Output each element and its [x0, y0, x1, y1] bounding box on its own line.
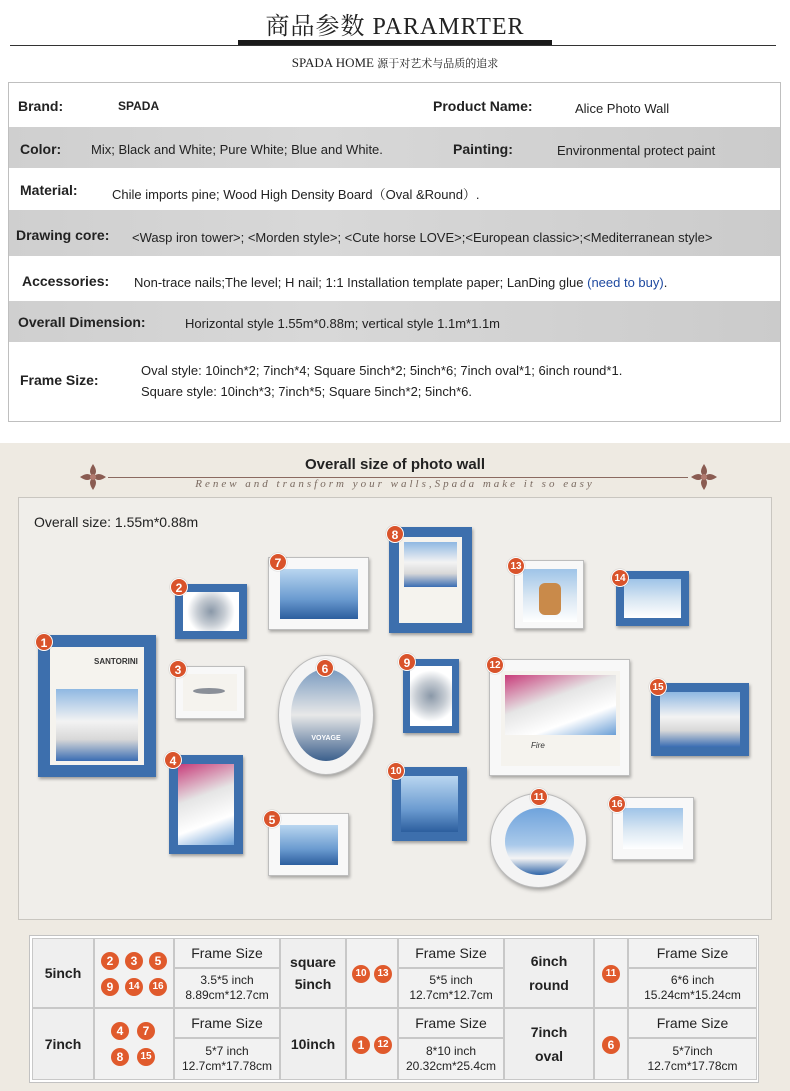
frame-5-picture [280, 825, 338, 865]
frame-8-picture [399, 537, 462, 623]
param-row-accessories [9, 256, 780, 301]
size-badge: 3 [125, 952, 143, 970]
size-badge: 9 [101, 978, 119, 996]
size-6inch-round-label-1: 6inch [530, 953, 568, 969]
frame-badge-4: 4 [164, 751, 182, 769]
frame-12 [489, 659, 630, 776]
size-7inch-cm: 12.7cm*17.78cm [181, 1059, 273, 1073]
size-badge: 16 [149, 978, 167, 996]
frame-size-table [29, 935, 759, 1083]
vase-icon [539, 583, 561, 615]
size-5inch-frames [94, 938, 174, 1008]
brand-value: SPADA [118, 99, 160, 113]
size-badge: 8 [111, 1048, 129, 1066]
size-7inch-oval-label [504, 1008, 594, 1080]
frame-badge-6: 6 [316, 659, 334, 677]
overall-dimension-value: Horizontal style 1.55m*0.88m; vertical style 1.1m*1.1m [185, 316, 501, 331]
size-7inch-oval-label-1: 7inch [530, 1024, 568, 1040]
photo-wall-tagline: Renew and transform your walls,Spada make it so easy [195, 478, 595, 490]
size-badge: 13 [374, 965, 392, 983]
frame-8 [389, 527, 472, 633]
frame-9-picture [410, 666, 452, 726]
frame-badge-9: 9 [398, 653, 416, 671]
frame-badge-16: 16 [608, 795, 626, 813]
size-7inch-label: 7inch [32, 1008, 94, 1080]
size-10inch-frames [346, 1008, 398, 1080]
size-6inch-round-label [504, 938, 594, 1008]
frame-badge-13: 13 [507, 557, 525, 575]
frame-11-picture [505, 808, 574, 875]
frame-11-round [490, 793, 587, 888]
size-square-5inch-cm: 12.7cm*12.7cm [409, 988, 493, 1002]
size-badge: 7 [137, 1022, 155, 1040]
size-10inch-inch: 8*10 inch [425, 1044, 477, 1058]
frame-15-picture [660, 692, 740, 747]
size-badge: 2 [101, 952, 119, 970]
frame-badge-5: 5 [263, 810, 281, 828]
size-6inch-round-value [628, 968, 757, 1008]
frame-12-photo [505, 675, 616, 735]
size-6inch-round-frames [594, 938, 628, 1008]
size-square-5inch-frames [346, 938, 398, 1008]
frame-size-header: Frame Size [398, 1008, 504, 1038]
size-5inch-label: 5inch [32, 938, 94, 1008]
accessories-end: . [663, 275, 668, 290]
frame-badge-11: 11 [530, 788, 548, 806]
frame-size-header: Frame Size [174, 938, 280, 968]
frame-6-picture [291, 669, 361, 761]
painting-value: Environmental protect paint [557, 143, 716, 158]
size-badge: 6 [602, 1036, 620, 1054]
shark-icon [193, 688, 225, 694]
size-square-5inch-label-1: square [290, 954, 336, 970]
drawing-core-value: <Wasp iron tower>; <Morden style>; <Cute horse LOVE>;<European classic>;<Mediterranean style> [132, 230, 713, 245]
size-7inch-value [174, 1038, 280, 1080]
frame-size-value-1: Oval style: 10inch*2; 7inch*4; Square 5inch*2; 5inch*6; 7inch oval*1; 6inch round*1. [141, 363, 623, 378]
overall-dimension-label: Overall Dimension: [18, 314, 146, 330]
frame-9 [403, 659, 459, 733]
header [0, 0, 790, 80]
size-badge: 14 [125, 978, 143, 996]
frame-15 [651, 683, 749, 756]
frame-badge-7: 7 [269, 553, 287, 571]
frame-6-caption: VOYAGE [311, 735, 341, 742]
frame-badge-12: 12 [486, 656, 504, 674]
param-row-brand [9, 83, 780, 127]
subtitle-slogan: 源于对艺术与品质的追求 [377, 57, 499, 70]
parameter-table [8, 82, 781, 422]
size-badge: 4 [111, 1022, 129, 1040]
param-row-frame-size [9, 342, 780, 421]
frame-badge-14: 14 [611, 569, 629, 587]
frame-12-caption: Fire [531, 741, 545, 750]
accessories-note: (need to buy) [587, 275, 664, 290]
frame-size-header: Frame Size [628, 938, 757, 968]
frame-8-photo [404, 542, 457, 587]
frame-badge-15: 15 [649, 678, 667, 696]
frame-1-caption: SANTORINI [94, 657, 138, 666]
frame-size-label: Frame Size: [20, 372, 99, 388]
drawing-core-label: Drawing core: [16, 227, 110, 243]
param-row-color [9, 127, 780, 168]
param-row-drawing [9, 210, 780, 256]
size-square-5inch-label [280, 938, 346, 1008]
size-7inch-oval-label-2: oval [534, 1048, 563, 1064]
frame-14-picture [624, 579, 681, 618]
frame-10-picture [401, 776, 458, 832]
size-badge: 5 [149, 952, 167, 970]
size-badge: 1 [352, 1036, 370, 1054]
color-label: Color: [20, 141, 62, 157]
param-row-material [9, 168, 780, 210]
accessories-label: Accessories: [22, 273, 110, 289]
overall-size-label: Overall size: 1.55m*0.88m [34, 514, 199, 530]
frame-2-picture [183, 592, 239, 631]
frame-16-picture [623, 808, 683, 849]
frame-1-picture [50, 647, 144, 765]
frame-badge-1: 1 [35, 633, 53, 651]
page-subtitle [0, 55, 790, 71]
photo-wall-title: Overall size of photo wall [304, 456, 486, 473]
material-value: Chile imports pine; Wood High Density Board（Oval &Round）. [112, 187, 480, 202]
size-6inch-round-inch: 6*6 inch [670, 973, 715, 987]
size-10inch-label: 10inch [280, 1008, 346, 1080]
frame-badge-3: 3 [169, 660, 187, 678]
size-7inch-inch: 5*7 inch [205, 1044, 249, 1058]
subtitle-brand: SPADA HOME [291, 55, 374, 70]
size-6inch-round-cm: 15.24cm*15.24cm [644, 988, 741, 1002]
frame-10 [392, 767, 467, 841]
frame-size-header: Frame Size [628, 1008, 757, 1038]
frame-12-picture [501, 671, 620, 766]
painting-label: Painting: [453, 141, 513, 157]
material-label: Material: [20, 182, 78, 198]
frame-4 [169, 755, 243, 854]
size-5inch-inch: 3.5*5 inch [200, 973, 254, 987]
size-10inch-cm: 20.32cm*25.4cm [405, 1059, 497, 1073]
size-7inch-oval-frames [594, 1008, 628, 1080]
size-7inch-oval-value [628, 1038, 757, 1080]
size-6inch-round-label-2: round [529, 977, 569, 993]
frame-size-header: Frame Size [398, 938, 504, 968]
frame-13-picture [523, 569, 577, 622]
frame-badge-10: 10 [387, 762, 405, 780]
size-badge: 12 [374, 1036, 392, 1054]
frame-badge-2: 2 [170, 578, 188, 596]
size-badge: 10 [352, 965, 370, 983]
product-name-label: Product Name: [433, 98, 533, 114]
frame-4-picture [178, 764, 234, 845]
accessories-value [134, 275, 667, 290]
size-square-5inch-label-2: 5inch [294, 976, 332, 992]
size-7inch-oval-cm: 12.7cm*17.78cm [647, 1059, 738, 1073]
frame-1-photo [56, 689, 138, 761]
frame-1 [38, 635, 156, 777]
size-5inch-value [174, 968, 280, 1008]
accessories-text: Non-trace nails;The level; H nail; 1:1 Installation template paper; LanDing glue [134, 275, 584, 290]
size-10inch-value [398, 1038, 504, 1080]
size-square-5inch-inch: 5*5 inch [429, 973, 473, 987]
size-square-5inch-value [398, 968, 504, 1008]
color-value: Mix; Black and White; Pure White; Blue and White. [91, 142, 383, 157]
size-7inch-frames [94, 1008, 174, 1080]
title-divider [10, 45, 776, 46]
size-badge: 15 [137, 1048, 155, 1066]
param-row-dimension [9, 301, 780, 342]
frame-size-header: Frame Size [174, 1008, 280, 1038]
brand-label: Brand: [18, 98, 64, 114]
frame-7-picture [280, 569, 358, 619]
frame-3-picture [183, 674, 237, 711]
size-7inch-oval-inch: 5*7inch [672, 1044, 713, 1058]
product-name-value: Alice Photo Wall [575, 101, 670, 116]
size-5inch-cm: 8.89cm*12.7cm [185, 988, 269, 1002]
frame-size-value-2: Square style: 10inch*3; 7inch*5; Square 5inch*2; 5inch*6. [141, 384, 472, 399]
size-badge: 11 [602, 965, 620, 983]
frame-13 [514, 560, 584, 629]
page-title: 商品参数 PARAMRTER [265, 14, 525, 40]
frame-badge-8: 8 [386, 525, 404, 543]
